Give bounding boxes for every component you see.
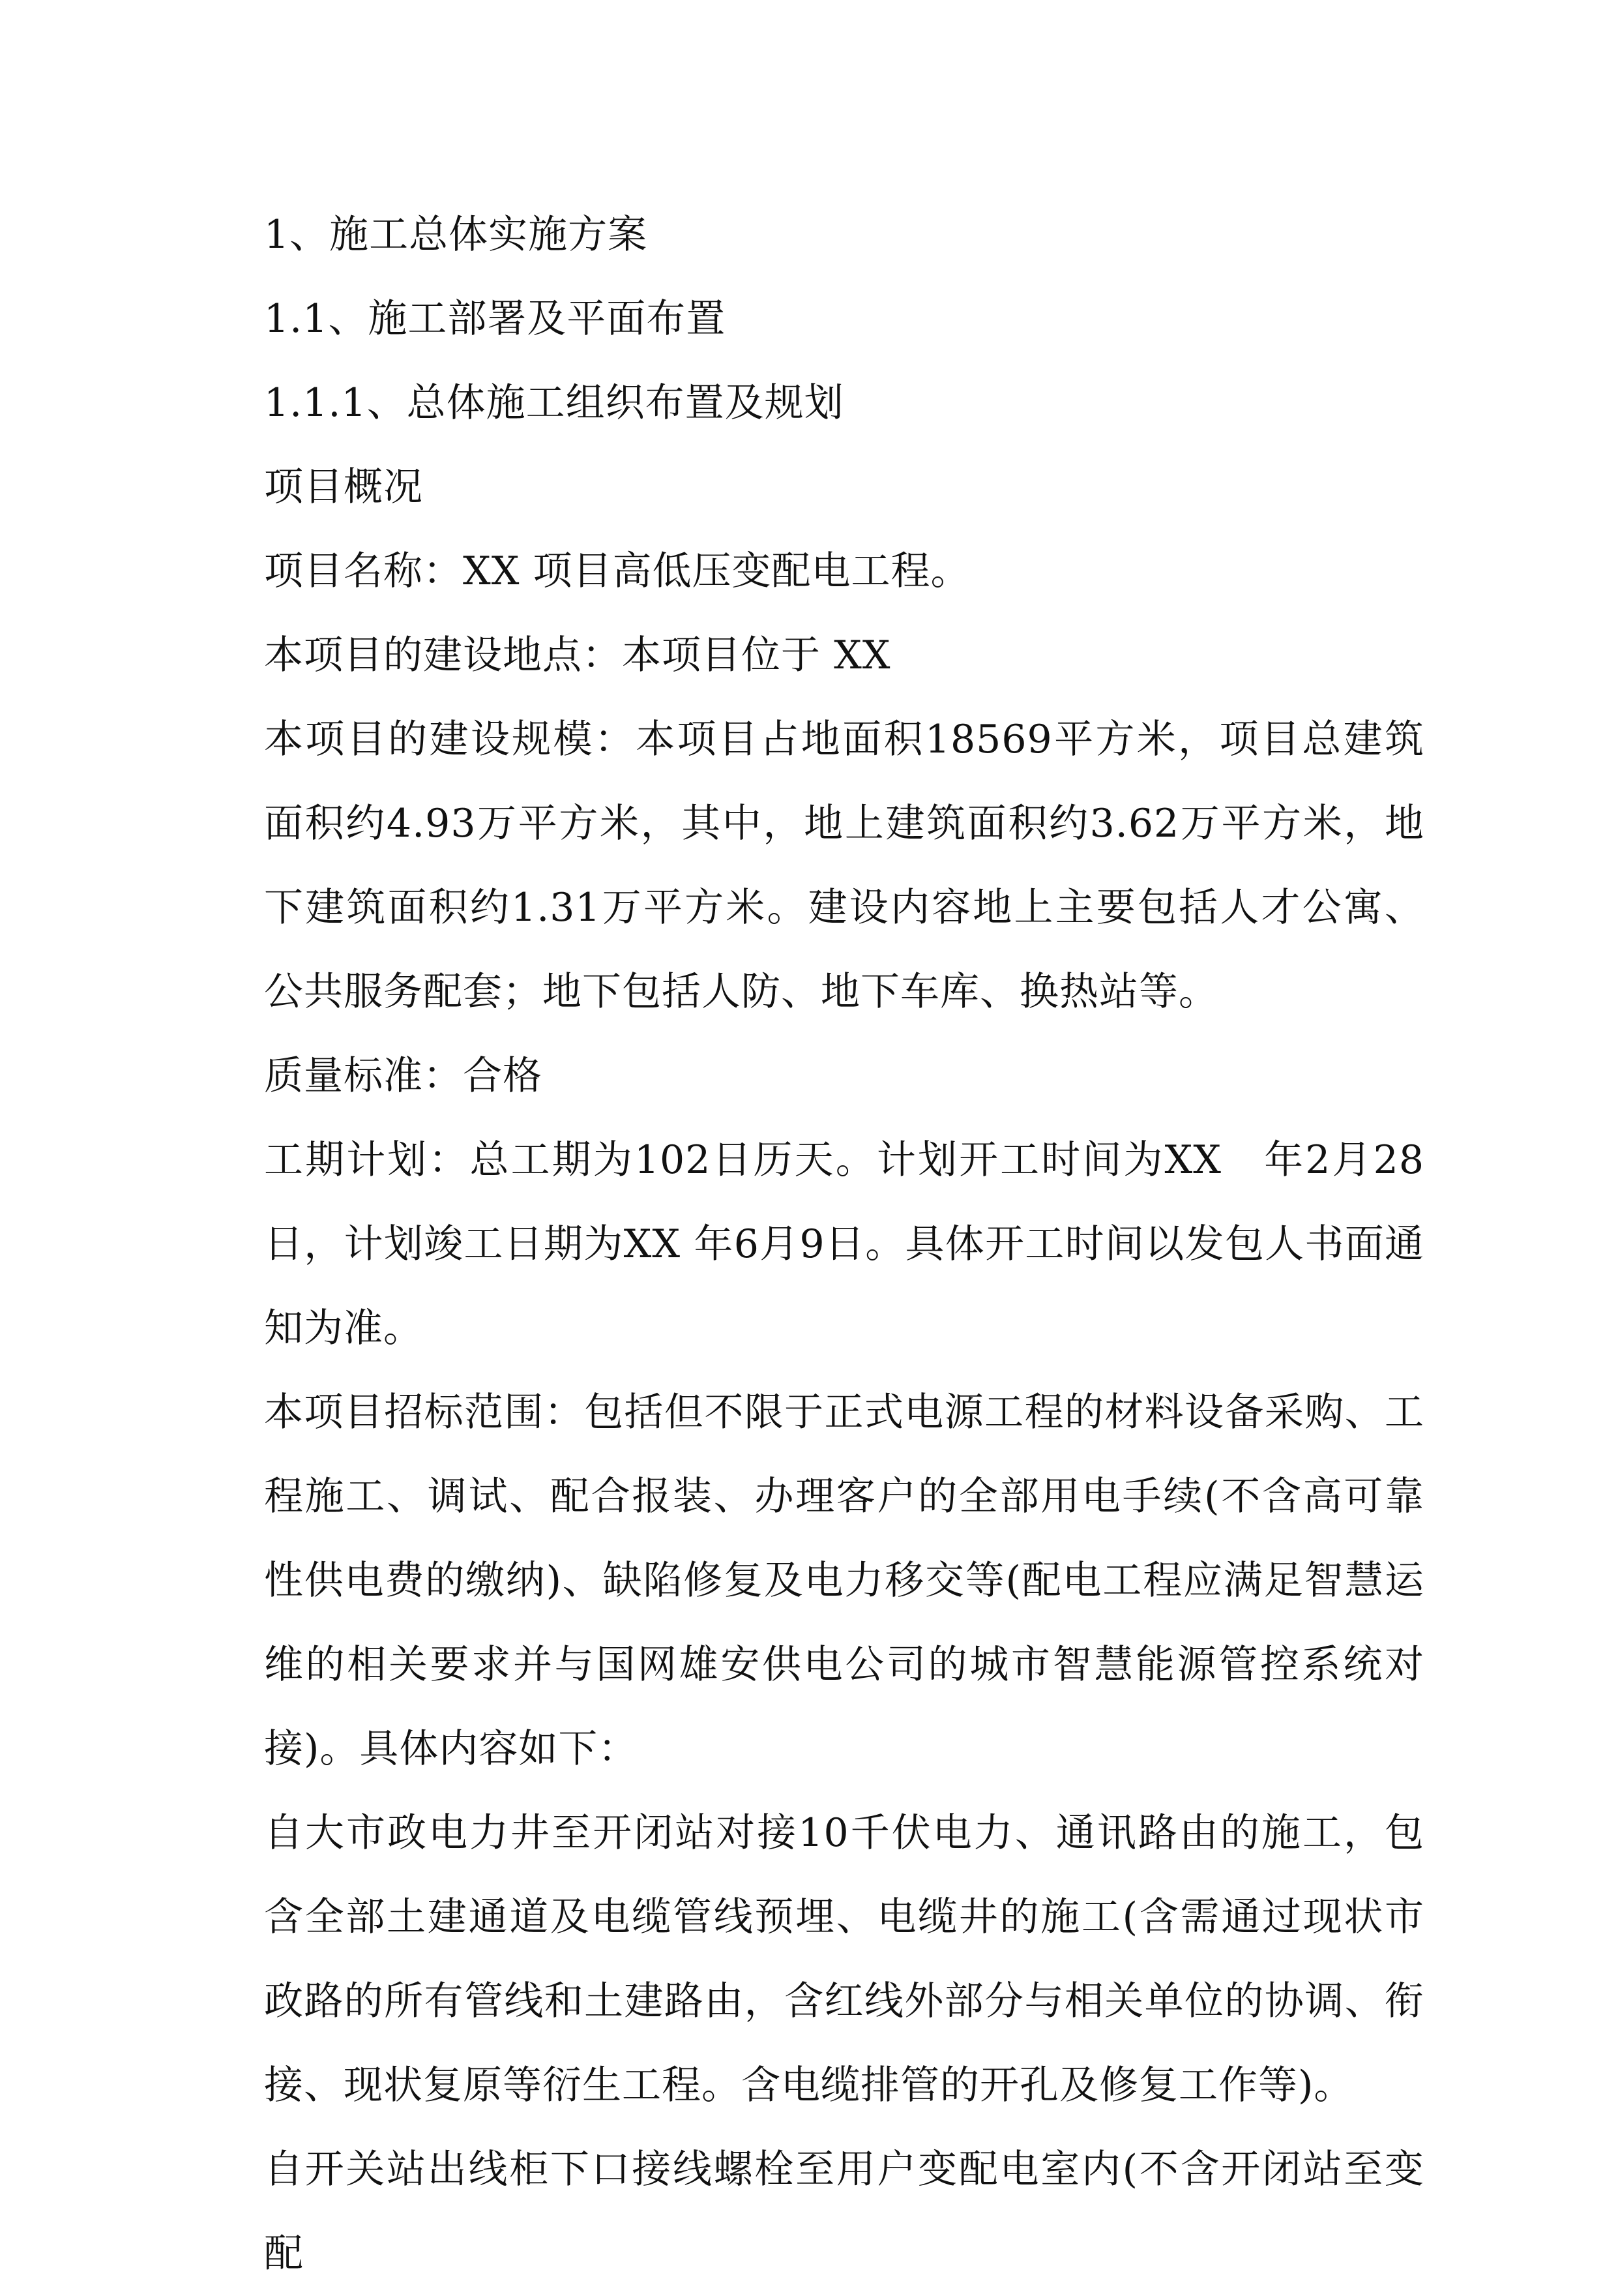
paragraph-project-name: 项目名称：XX 项目高低压变配电工程。 (264, 548, 971, 594)
paragraph-schedule-plan: 工期计划：总工期为102日历天。计划开工时间为XX 年2月28日，计划竣工日期为XX 年6月9日。具体开工时间以发包人书面通知为准。 (264, 1137, 1424, 1351)
paragraph-scope-item-1: 自大市政电力井至开闭站对接10千伏电力、通讯路由的施工，包含全部土建通道及电缆管线预埋、电缆井的施工(含需通过现状市政路的所有管线和土建路由，含红线外部分与相关单位的协调、衔接、现状复原等衍生工程。含电缆排管的开孔及修复工作等)。 (264, 1810, 1424, 2108)
paragraph-quality-standard: 质量标准：合格 (264, 1053, 542, 1099)
heading-level-3: 1.1.1、总体施工组织布置及规划 (264, 380, 844, 426)
heading-level-1: 1、施工总体实施方案 (264, 212, 648, 258)
document-body (264, 193, 1424, 2296)
paragraph-bid-scope: 本项目招标范围：包括但不限于正式电源工程的材料设备采购、工程施工、调试、配合报装、办理客户的全部用电手续(不含高可靠性供电费的缴纳)、缺陷修复及电力移交等(配电工程应满足智慧运维的相关要求并与国网雄安供电公司的城市智慧能源管控系统对接)。具体内容如下： (264, 1390, 1424, 1772)
section-title-project-overview: 项目概况 (264, 464, 423, 510)
paragraph-project-location: 本项目的建设地点：本项目位于 XX (264, 633, 891, 678)
heading-level-2: 1.1、施工部署及平面布置 (264, 296, 726, 342)
paragraph-project-scale: 本项目的建设规模：本项目占地面积18569平方米，项目总建筑面积约4.93万平方米，其中，地上建筑面积约3.62万平方米，地下建筑面积约1.31万平方米。建设内容地上主要包括人才公寓、公共服务配套；地下包括人防、地下车库、换热站等。 (264, 717, 1424, 1015)
paragraph-scope-item-2: 自开关站出线柜下口接线螺栓至用户变配电室内(不含开闭站至变配 (264, 2147, 1424, 2276)
